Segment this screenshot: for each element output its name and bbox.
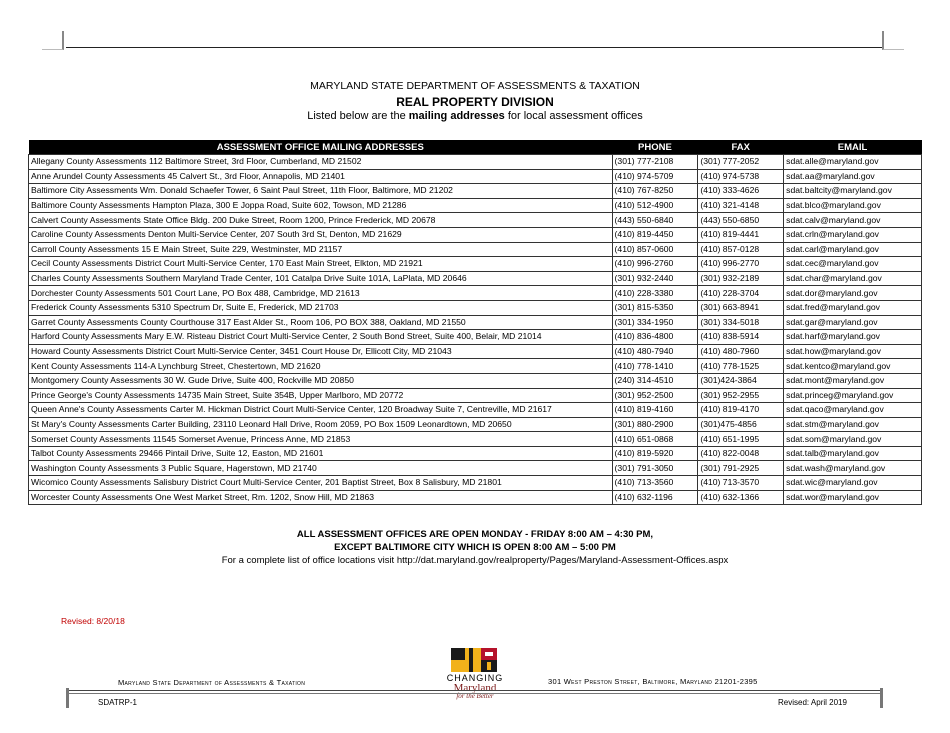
cell-fax: (301)424-3864	[698, 373, 784, 388]
cell-address: Anne Arundel County Assessments 45 Calvert St., 3rd Floor, Annapolis, MD 21401	[29, 169, 613, 184]
cell-fax: (410) 974-5738	[698, 169, 784, 184]
table-row	[29, 315, 922, 330]
cell-fax: (301) 334-5018	[698, 315, 784, 330]
logo-text-maryland: Maryland	[453, 682, 497, 694]
table-row	[29, 490, 922, 505]
cell-fax: (301) 952-2955	[698, 388, 784, 403]
subtitle	[0, 110, 950, 122]
table-row	[29, 213, 922, 228]
column-header-fax: FAX	[698, 140, 784, 155]
table-row	[29, 184, 922, 199]
cell-phone: (410) 819-5920	[612, 446, 698, 461]
cell-fax: (410) 996-2770	[698, 257, 784, 272]
table-row	[29, 169, 922, 184]
column-header-email: EMAIL	[784, 140, 922, 155]
cell-phone: (410) 836-4800	[612, 330, 698, 345]
table-header-row	[29, 140, 922, 155]
cell-phone: (410) 713-3560	[612, 476, 698, 491]
cell-fax: (301) 663-8941	[698, 300, 784, 315]
cell-address: Queen Anne's County Assessments Carter M. Hickman District Court Multi-Service Center, 120 Broadway Suite 7, Centreville, MD 21617	[29, 403, 613, 418]
cell-phone: (410) 996-2760	[612, 257, 698, 272]
cell-phone: (410) 857-0600	[612, 242, 698, 257]
cell-fax: (410) 228-3704	[698, 286, 784, 301]
table-row	[29, 300, 922, 315]
cell-address: Kent County Assessments 114-A Lynchburg Street, Chestertown, MD 21620	[29, 359, 613, 374]
table-row	[29, 330, 922, 345]
cell-address: Montgomery County Assessments 30 W. Gude Drive, Suite 400, Rockville MD 20850	[29, 373, 613, 388]
footer-agency-name: Maryland State Department of Assessments & Taxation	[118, 678, 306, 687]
footer-corner-right	[880, 688, 883, 708]
header-rule	[66, 47, 882, 48]
agency-name: MARYLAND STATE DEPARTMENT OF ASSESSMENTS & TAXATION	[310, 80, 640, 92]
cell-fax: (410) 838-5914	[698, 330, 784, 345]
table-row	[29, 417, 922, 432]
corner-mark-left	[42, 31, 64, 50]
cell-fax: (410) 857-0128	[698, 242, 784, 257]
cell-email: sdat.aa@maryland.gov	[784, 169, 922, 184]
cell-email: sdat.char@maryland.gov	[784, 271, 922, 286]
cell-address: Prince George's County Assessments 14735 Main Street, Suite 354B, Upper Marlboro, MD 20772	[29, 388, 613, 403]
table-row	[29, 242, 922, 257]
cell-address: Caroline County Assessments Denton Multi-Service Center, 207 South 3rd St, Denton, MD 21629	[29, 227, 613, 242]
cell-email: sdat.harf@maryland.gov	[784, 330, 922, 345]
table-row	[29, 373, 922, 388]
cell-address: Harford County Assessments Mary E.W. Risteau District Court Multi-Service Center, 2 South Bond Street, Suite 400, Belair, MD 21014	[29, 330, 613, 345]
revised-date-red: Revised: 8/20/18	[61, 616, 125, 626]
cell-address: St Mary's County Assessments Carter Building, 23110 Leonard Hall Drive, Room 2059, PO Box 1509 Leonardtown, MD 20650	[29, 417, 613, 432]
table-row	[29, 476, 922, 491]
cell-phone: (301) 880-2900	[612, 417, 698, 432]
cell-fax: (410) 333-4626	[698, 184, 784, 199]
cell-email: sdat.princeg@maryland.gov	[784, 388, 922, 403]
cell-address: Calvert County Assessments State Office Bldg. 200 Duke Street, Room 1200, Prince Frederick, MD 20678	[29, 213, 613, 228]
cell-fax: (410) 321-4148	[698, 198, 784, 213]
cell-address: Frederick County Assessments 5310 Spectrum Dr, Suite E, Frederick, MD 21703	[29, 300, 613, 315]
corner-mark-right	[882, 31, 904, 50]
table-row	[29, 446, 922, 461]
cell-email: sdat.baltcity@maryland.gov	[784, 184, 922, 199]
cell-phone: (410) 228-3380	[612, 286, 698, 301]
cell-email: sdat.wash@maryland.gov	[784, 461, 922, 476]
cell-email: sdat.blco@maryland.gov	[784, 198, 922, 213]
cell-email: sdat.kentco@maryland.gov	[784, 359, 922, 374]
cell-phone: (301) 932-2440	[612, 271, 698, 286]
cell-email: sdat.som@maryland.gov	[784, 432, 922, 447]
cell-phone: (410) 632-1196	[612, 490, 698, 505]
cell-address: Charles County Assessments Southern Maryland Trade Center, 101 Catalpa Drive Suite 101A, LaPlata, MD 20646	[29, 271, 613, 286]
hours-notice-line2: EXCEPT BALTIMORE CITY WHICH IS OPEN 8:00 AM – 5:00 PM	[334, 542, 616, 553]
cell-address: Carroll County Assessments 15 E Main Street, Suite 229, Westminster, MD 21157	[29, 242, 613, 257]
table-row	[29, 286, 922, 301]
cell-email: sdat.how@maryland.gov	[784, 344, 922, 359]
footer-corner-left	[66, 688, 69, 708]
cell-phone: (443) 550-6840	[612, 213, 698, 228]
maryland-flag-icon	[445, 646, 505, 674]
cell-address: Washington County Assessments 3 Public Square, Hagerstown, MD 21740	[29, 461, 613, 476]
cell-phone: (410) 512-4900	[612, 198, 698, 213]
cell-address: Howard County Assessments District Court Multi-Service Center, 3451 Court House Dr, Ellicott City, MD 21043	[29, 344, 613, 359]
table-row	[29, 257, 922, 272]
cell-email: sdat.wic@maryland.gov	[784, 476, 922, 491]
cell-email: sdat.dor@maryland.gov	[784, 286, 922, 301]
hours-notice-line1: ALL ASSESSMENT OFFICES ARE OPEN MONDAY - FRIDAY 8:00 AM – 4:30 PM,	[296, 529, 654, 540]
footer-revised-date: Revised: April 2019	[778, 698, 847, 707]
cell-address: Talbot County Assessments 29466 Pintail Drive, Suite 12, Easton, MD 21601	[29, 446, 613, 461]
cell-email: sdat.alle@maryland.gov	[784, 155, 922, 170]
subtitle-post: for local assessment offices	[504, 110, 643, 122]
cell-email: sdat.calv@maryland.gov	[784, 213, 922, 228]
cell-phone: (410) 651-0868	[612, 432, 698, 447]
cell-fax: (410) 632-1366	[698, 490, 784, 505]
cell-address: Baltimore City Assessments Wm. Donald Schaefer Tower, 6 Saint Paul Street, 11th Floor, Baltimore, MD 21202	[29, 184, 613, 199]
cell-fax: (410) 819-4441	[698, 227, 784, 242]
footer-rule	[66, 690, 882, 691]
cell-phone: (410) 819-4450	[612, 227, 698, 242]
logo-text-changing: CHANGING	[446, 673, 504, 683]
cell-address: Somerset County Assessments 11545 Somerset Avenue, Princess Anne, MD 21853	[29, 432, 613, 447]
column-header-phone: PHONE	[612, 140, 698, 155]
table-row	[29, 227, 922, 242]
cell-phone: (301) 334-1950	[612, 315, 698, 330]
cell-email: sdat.wor@maryland.gov	[784, 490, 922, 505]
subtitle-bold: mailing addresses	[408, 110, 505, 122]
cell-phone: (301) 815-5350	[612, 300, 698, 315]
cell-fax: (301) 791-2925	[698, 461, 784, 476]
cell-fax: (301)475-4856	[698, 417, 784, 432]
cell-phone: (410) 767-8250	[612, 184, 698, 199]
cell-email: sdat.stm@maryland.gov	[784, 417, 922, 432]
cell-fax: (410) 713-3570	[698, 476, 784, 491]
footer-rule-secondary	[66, 693, 882, 694]
logo-text-for-the-better: for the Better	[456, 692, 494, 700]
cell-address: Allegany County Assessments 112 Baltimore Street, 3rd Floor, Cumberland, MD 21502	[29, 155, 613, 170]
cell-address: Wicomico County Assessments Salisbury District Court Multi-Service Center, 201 Baptist Street, Box 8 Salisbury, MD 21801	[29, 476, 613, 491]
cell-phone: (410) 974-5709	[612, 169, 698, 184]
cell-fax: (410) 819-4170	[698, 403, 784, 418]
table-row	[29, 359, 922, 374]
cell-fax: (301) 777-2052	[698, 155, 784, 170]
cell-fax: (443) 550-6850	[698, 213, 784, 228]
cell-fax: (410) 651-1995	[698, 432, 784, 447]
cell-email: sdat.gar@maryland.gov	[784, 315, 922, 330]
changing-maryland-logo	[430, 646, 520, 706]
cell-email: sdat.talb@maryland.gov	[784, 446, 922, 461]
column-header-address: ASSESSMENT OFFICE MAILING ADDRESSES	[29, 140, 613, 155]
footer-address: 301 West Preston Street, Baltimore, Maryland 21201-2395	[548, 677, 758, 686]
cell-fax: (410) 822-0048	[698, 446, 784, 461]
cell-address: Garret County Assessments County Courthouse 317 East Alder St., Room 106, PO BOX 388, Oakland, MD 21550	[29, 315, 613, 330]
division-title: REAL PROPERTY DIVISION	[396, 95, 554, 109]
table-row	[29, 432, 922, 447]
cell-email: sdat.crln@maryland.gov	[784, 227, 922, 242]
cell-address: Cecil County Assessments District Court Multi-Service Center, 170 East Main Street, Elkton, MD 21921	[29, 257, 613, 272]
cell-phone: (410) 819-4160	[612, 403, 698, 418]
table-row	[29, 388, 922, 403]
cell-email: sdat.fred@maryland.gov	[784, 300, 922, 315]
form-id: SDATRP-1	[98, 698, 137, 707]
table-row	[29, 155, 922, 170]
cell-address: Baltimore County Assessments Hampton Plaza, 300 E Joppa Road, Suite 602, Towson, MD 21286	[29, 198, 613, 213]
cell-address: Dorchester County Assessments 501 Court Lane, PO Box 488, Cambridge, MD 21613	[29, 286, 613, 301]
cell-email: sdat.qaco@maryland.gov	[784, 403, 922, 418]
offices-table	[28, 140, 922, 505]
subtitle-pre: Listed below are the	[307, 110, 409, 122]
cell-phone: (240) 314-4510	[612, 373, 698, 388]
cell-fax: (410) 480-7960	[698, 344, 784, 359]
cell-phone: (410) 778-1410	[612, 359, 698, 374]
cell-phone: (301) 777-2108	[612, 155, 698, 170]
cell-email: sdat.carl@maryland.gov	[784, 242, 922, 257]
cell-email: sdat.cec@maryland.gov	[784, 257, 922, 272]
table-row	[29, 198, 922, 213]
cell-address: Worcester County Assessments One West Market Street, Rm. 1202, Snow Hill, MD 21863	[29, 490, 613, 505]
table-row	[29, 403, 922, 418]
cell-fax: (301) 932-2189	[698, 271, 784, 286]
table-row	[29, 344, 922, 359]
cell-fax: (410) 778-1525	[698, 359, 784, 374]
table-row	[29, 461, 922, 476]
cell-phone: (301) 952-2500	[612, 388, 698, 403]
office-locations-link-text: For a complete list of office locations visit http://dat.maryland.gov/realproperty/Pages/Maryland-Assessment-Offices.aspx	[221, 555, 729, 566]
cell-email: sdat.mont@maryland.gov	[784, 373, 922, 388]
cell-phone: (410) 480-7940	[612, 344, 698, 359]
cell-phone: (301) 791-3050	[612, 461, 698, 476]
table-row	[29, 271, 922, 286]
